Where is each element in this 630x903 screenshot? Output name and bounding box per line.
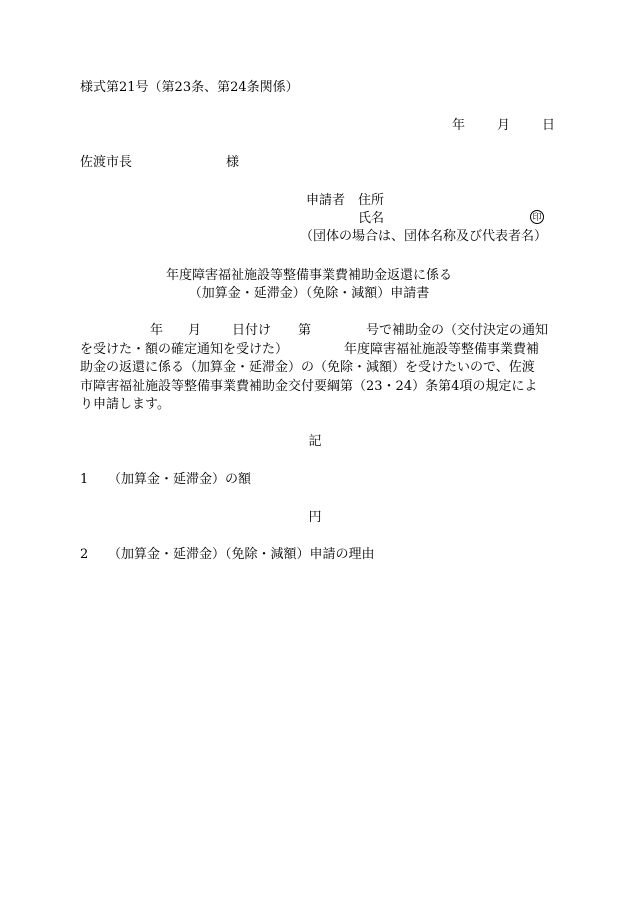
body-line-2 bbox=[80, 341, 548, 360]
document-title-line1: 年度障害福祉施設等整備事業費補助金返還に係る bbox=[165, 268, 452, 283]
applicant-block bbox=[306, 193, 385, 209]
body-paragraph bbox=[80, 322, 548, 415]
item-1-text: （加算金・延滞金）の額 bbox=[108, 472, 252, 487]
ki-heading: 記 bbox=[308, 434, 322, 449]
seal-mark: 印 bbox=[530, 210, 544, 224]
body-line2-a: を受けた・額の確定通知を受けた） bbox=[80, 341, 289, 357]
item-2-text: （加算金・延滞金）（免除・減額）申請の理由 bbox=[108, 547, 375, 562]
body-line-1 bbox=[80, 322, 548, 341]
body-line2-b: 年度障害福祉施設等整備事業費補 bbox=[344, 341, 540, 357]
document-title-line2: （加算金・延滞金）（免除・減額）申請書 bbox=[188, 286, 430, 301]
date-month: 月 bbox=[497, 118, 511, 133]
applicant-label: 申請者 bbox=[306, 193, 346, 208]
addressee-honorific: 様 bbox=[226, 155, 240, 170]
body-line-4: 市障害福祉施設等整備事業費補助金交付要綱第（23・24）条第4項の規定によ bbox=[80, 378, 538, 394]
item-2-number: 2 bbox=[80, 547, 89, 562]
addressee bbox=[80, 155, 240, 171]
body-year: 年 bbox=[150, 323, 164, 338]
body-day: 日付け bbox=[232, 323, 272, 338]
body-line1-rest: 号で補助金の（交付決定の通知 bbox=[366, 323, 549, 338]
yen-label: 円 bbox=[308, 510, 322, 525]
applicant-note: （団体の場合は、団体名称及び代表者名） bbox=[300, 229, 548, 244]
addressee-name: 佐渡市長 bbox=[80, 155, 133, 170]
date-line bbox=[452, 118, 555, 134]
applicant-name-label: 氏名 bbox=[358, 211, 385, 226]
item-1-number: 1 bbox=[80, 472, 89, 487]
applicant-address-label: 住所 bbox=[358, 193, 385, 208]
body-month: 月 bbox=[188, 323, 202, 338]
body-number-prefix: 第 bbox=[298, 323, 312, 338]
form-number: 様式第21号（第23条、第24条関係） bbox=[80, 80, 299, 95]
date-day: 日 bbox=[542, 118, 556, 133]
body-line-3: 助金の返還に係る（加算金・延滞金）の（免除・減額）を受けたいので、佐渡 bbox=[80, 360, 535, 375]
body-line-5: り申請します。 bbox=[80, 397, 170, 412]
date-year: 年 bbox=[452, 118, 466, 133]
